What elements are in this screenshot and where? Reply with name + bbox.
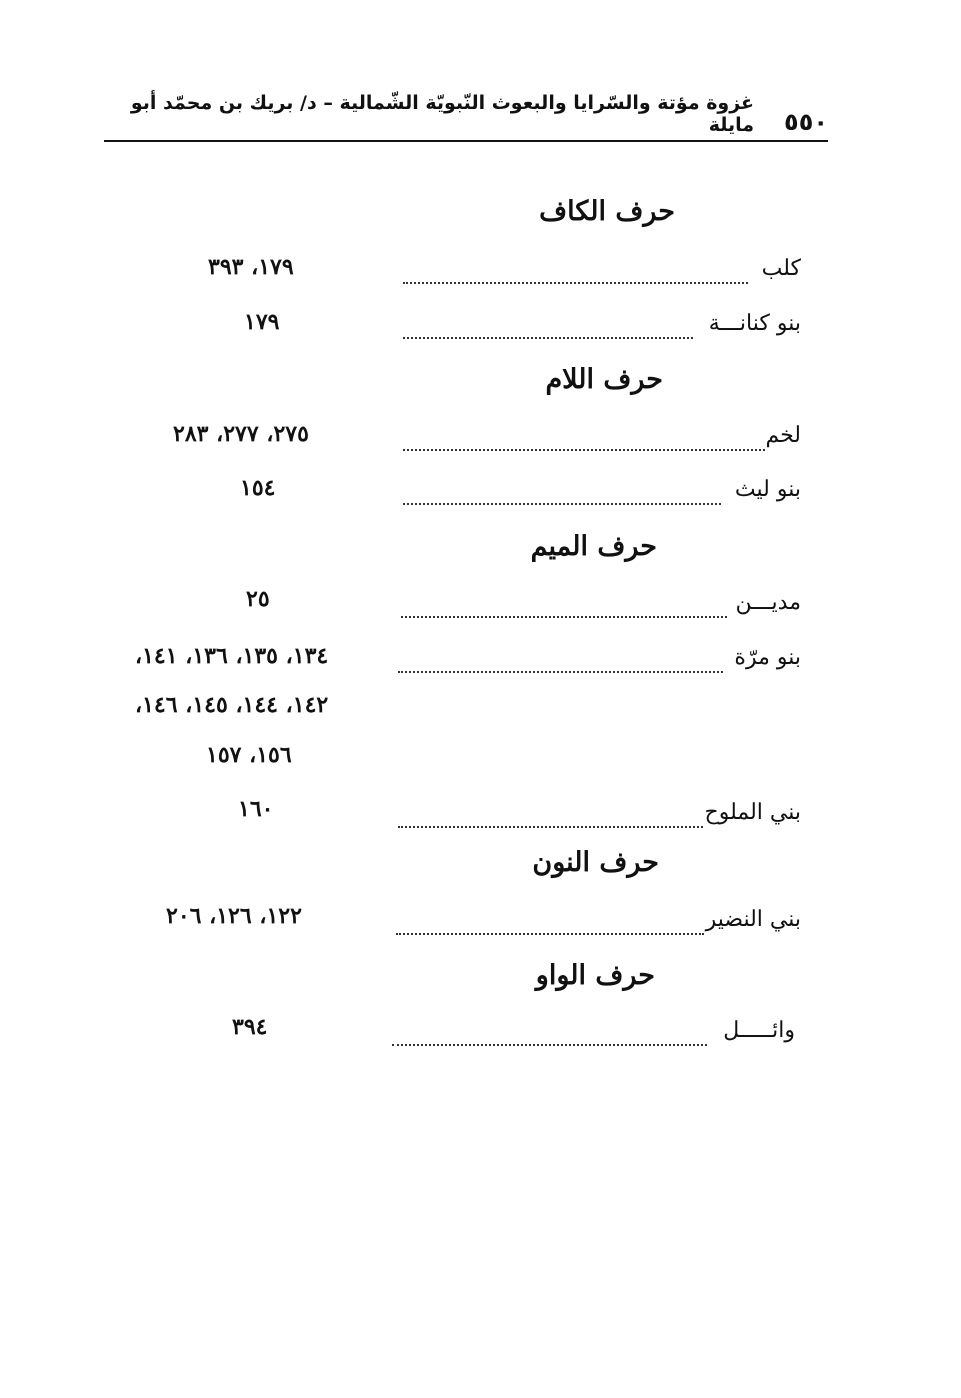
index-entry [0, 796, 961, 840]
page-number: ٥٥٠ [784, 108, 828, 136]
entry-pages: ١٣٤، ١٣٥، ١٣٦، ١٤١، [135, 643, 329, 669]
entry-name: بنو ليث [734, 477, 801, 502]
entry-name: مديـــن [735, 590, 801, 615]
index-entry [0, 586, 961, 630]
entry-name: لخم [765, 423, 801, 448]
page-header [104, 92, 828, 142]
entry-pages: ٢٧٥، ٢٧٧، ٢٨٣ [173, 421, 309, 447]
dot-leader [392, 1044, 707, 1046]
index-entry [0, 645, 961, 685]
dot-leader [396, 933, 704, 935]
entry-name: بني الملوح [704, 800, 801, 825]
entry-pages: ٣٩٤ [232, 1014, 268, 1040]
entry-name: وائـــــل [723, 1018, 795, 1043]
dot-leader [403, 337, 693, 339]
index-entry-continuation [0, 692, 961, 732]
index-entry [0, 423, 961, 463]
section-heading-mim: حرف الميم [530, 531, 657, 562]
entry-pages: ١٥٦، ١٥٧ [206, 742, 292, 768]
dot-leader [403, 449, 765, 451]
entry-name: بنو كنانـــة [708, 311, 801, 336]
entry-pages: ١٢٢، ١٢٦، ٢٠٦ [166, 903, 302, 929]
entry-pages: ١٦٠ [238, 796, 274, 822]
dot-leader [398, 826, 703, 828]
entry-name: كلب [761, 256, 801, 281]
index-entry [0, 1014, 961, 1058]
entry-pages: ١٧٩، ٣٩٣ [208, 254, 294, 280]
section-heading-kaf: حرف الكاف [539, 196, 675, 227]
running-title: غزوة مؤتة والسّرايا والبعوث النّبويّة الشّمالية – د/ بريك بن محمّد أبو مايلة [130, 92, 755, 136]
dot-leader [398, 671, 723, 673]
index-entry-continuation [0, 742, 961, 782]
dot-leader [403, 282, 748, 284]
dot-leader [401, 616, 727, 618]
entry-pages: ٢٥ [246, 586, 270, 612]
entry-pages: ١٥٤ [240, 475, 276, 501]
entry-name: بنو مرّة [734, 645, 801, 670]
entry-name: بني النضير [705, 907, 801, 932]
dot-leader [403, 503, 721, 505]
index-entry [0, 903, 961, 947]
entry-pages: ١٧٩ [244, 309, 280, 335]
section-heading-waw: حرف الواو [535, 960, 655, 991]
index-entry [0, 311, 961, 351]
section-heading-nun: حرف النون [532, 847, 659, 878]
index-entry [0, 477, 961, 517]
index-entry [0, 256, 961, 296]
section-heading-lam: حرف اللام [545, 364, 663, 395]
entry-pages: ١٤٢، ١٤٤، ١٤٥، ١٤٦، [135, 692, 329, 718]
